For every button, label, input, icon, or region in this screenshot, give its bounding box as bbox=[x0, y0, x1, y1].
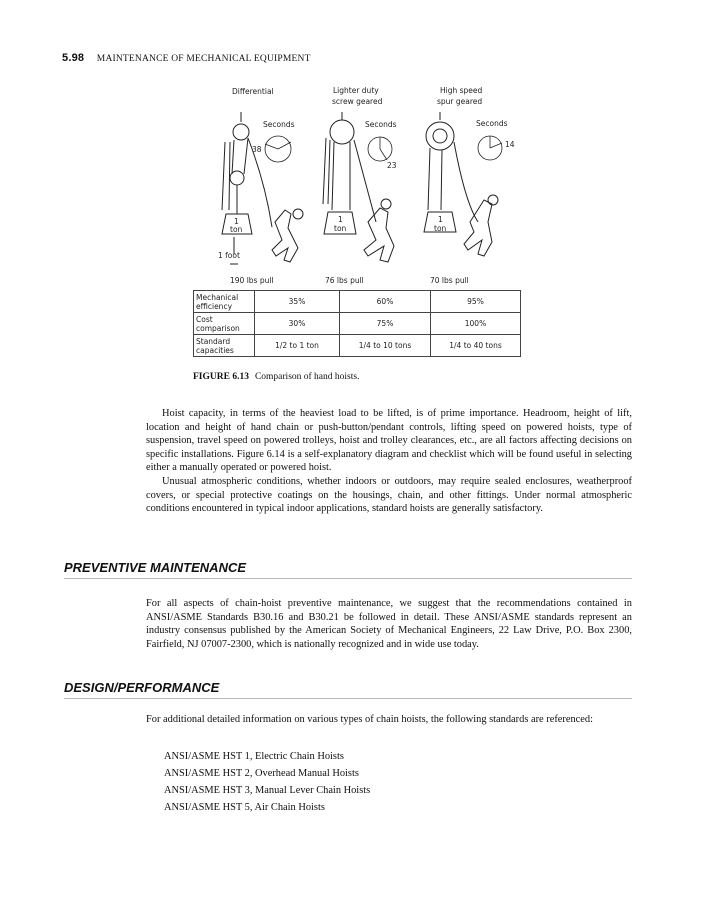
load-1-unit: ton bbox=[230, 225, 243, 234]
section-heading-preventive: PREVENTIVE MAINTENANCE bbox=[64, 560, 632, 579]
list-item: ANSI/ASME HST 3, Manual Lever Chain Hoists bbox=[164, 785, 371, 796]
lift-distance-label: 1 foot bbox=[218, 251, 240, 260]
table-cell: 1/2 to 1 ton bbox=[255, 335, 340, 357]
pull-label-3: 70 lbs pull bbox=[430, 276, 469, 285]
table-cell: 1/4 to 40 tons bbox=[431, 335, 521, 357]
table-cell: 95% bbox=[431, 291, 521, 313]
label-lighter-duty: Lighter duty bbox=[333, 86, 379, 95]
caption-text: Comparison of hand hoists. bbox=[254, 372, 360, 382]
pull-label-2: 76 lbs pull bbox=[325, 276, 364, 285]
hoist-comparison-table bbox=[193, 290, 521, 357]
dial-value-23: 23 bbox=[387, 161, 397, 170]
row-label: Cost comparison bbox=[194, 313, 255, 335]
table-cell: 30% bbox=[255, 313, 340, 335]
standards-list bbox=[164, 748, 370, 816]
seconds-label-2: Seconds bbox=[365, 120, 397, 129]
table-cell: 75% bbox=[340, 313, 431, 335]
page-number: 5.98 bbox=[62, 52, 85, 64]
table-cell: 60% bbox=[340, 291, 431, 313]
figure-caption bbox=[193, 372, 359, 382]
load-3-unit: ton bbox=[434, 224, 447, 233]
preventive-paragraph-block bbox=[146, 597, 632, 651]
load-1-weight: 1 bbox=[234, 217, 239, 226]
seconds-label-3: Seconds bbox=[476, 119, 508, 128]
label-differential: Differential bbox=[232, 87, 274, 96]
paragraph: Hoist capacity, in terms of the heaviest load to be lifted, is of prime importance. Headroom, height of lift, location and height of hand chain or push-button/pendant controls, lifting speed on powered hoists, type of suspension, travel speed on powered trolleys, hoist and trolley clearances, etc., are all factors affecting decisions on specific installations. Figure 6.14 is a self-explanatory diagram and checklist which will be found useful in selecting either a manually operated or powered hoist. bbox=[146, 408, 632, 474]
label-screw-geared: screw geared bbox=[332, 97, 383, 106]
label-high-speed: High speed bbox=[440, 86, 483, 95]
table-cell: 1/4 to 10 tons bbox=[340, 335, 431, 357]
table-cell: 35% bbox=[255, 291, 340, 313]
list-item: ANSI/ASME HST 2, Overhead Manual Hoists bbox=[164, 768, 359, 779]
section-heading-design: DESIGN/PERFORMANCE bbox=[64, 680, 632, 699]
pull-label-1: 190 lbs pull bbox=[230, 276, 274, 285]
label-spur-geared: spur geared bbox=[437, 97, 483, 106]
table-row bbox=[194, 291, 521, 313]
paragraph: For all aspects of chain-hoist preventive maintenance, we suggest that the recommendations contained in ANSI/ASME Standards B30.16 and B30.21 be followed in detail. These ANSI/ASME standards represent an industry consensus published by the American Society of Mechanical Engineers, 22 Law Drive, P.O. Box 2300, Fairfield, NJ 07007-2300, which is nationally recognized and in wide use today. bbox=[146, 598, 632, 650]
load-2-unit: ton bbox=[334, 224, 347, 233]
running-header bbox=[62, 52, 311, 64]
paragraph: Unusual atmospheric conditions, whether indoors or outdoors, may require sealed enclosures, weatherproof covers, or special protective coatings on the housings, chain, and other fittings. Under normal atmospheric conditions encountered in typical indoor applications, standard hoists are generally satisfactory. bbox=[146, 475, 632, 515]
list-item: ANSI/ASME HST 5, Air Chain Hoists bbox=[164, 802, 325, 813]
list-item: ANSI/ASME HST 1, Electric Chain Hoists bbox=[164, 751, 344, 762]
row-label: Mechanical efficiency bbox=[194, 291, 255, 313]
load-3-weight: 1 bbox=[438, 215, 443, 224]
seconds-label-1: Seconds bbox=[263, 120, 295, 129]
hoist-illustration bbox=[190, 82, 530, 292]
design-paragraph-block bbox=[146, 713, 632, 727]
caption-number: FIGURE 6.13 bbox=[193, 372, 249, 382]
table-cell: 100% bbox=[431, 313, 521, 335]
dial-value-38: 38 bbox=[252, 145, 262, 154]
load-2-weight: 1 bbox=[338, 215, 343, 224]
row-label: Standard capacities bbox=[194, 335, 255, 357]
table-row bbox=[194, 335, 521, 357]
running-title: MAINTENANCE OF MECHANICAL EQUIPMENT bbox=[96, 54, 311, 64]
intro-paragraphs bbox=[146, 407, 632, 516]
table-row bbox=[194, 313, 521, 335]
dial-value-14: 14 bbox=[505, 140, 515, 149]
paragraph: For additional detailed information on various types of chain hoists, the following standards are referenced: bbox=[146, 714, 593, 725]
